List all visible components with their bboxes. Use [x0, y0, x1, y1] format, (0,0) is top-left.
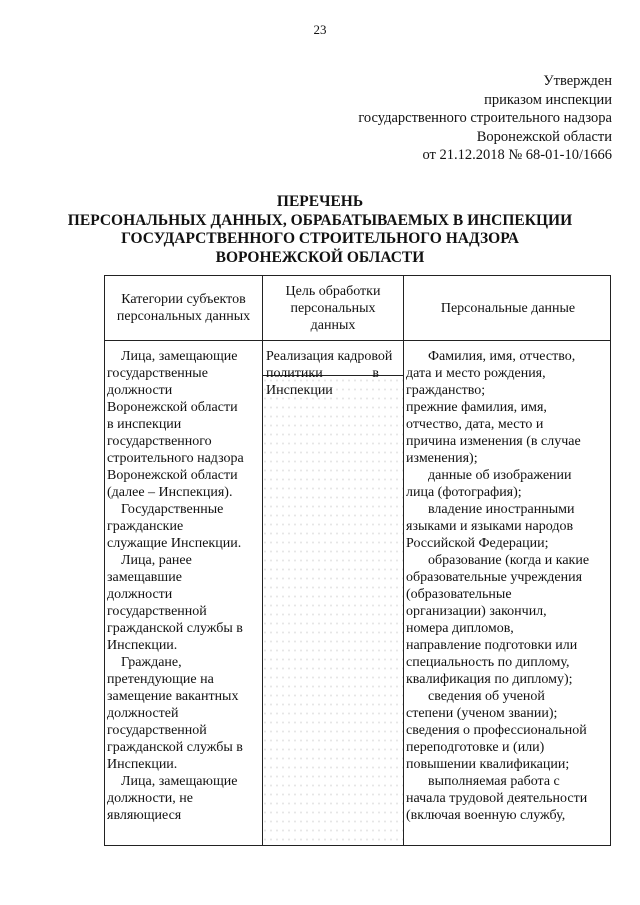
subject-category-line: строительного надзора [107, 451, 244, 466]
subject-category-line: претендующие на [107, 672, 214, 687]
approval-line: приказом инспекции [484, 91, 612, 108]
personal-data-line: гражданство; [406, 383, 486, 398]
personal-data-cell [406, 348, 611, 824]
personal-data-line: данные об изображении [428, 468, 572, 483]
personal-data-table [104, 275, 611, 846]
subject-category-line: Лица, ранее [121, 553, 192, 568]
personal-data-line: изменения); [406, 451, 478, 466]
personal-data-line: сведения об ученой [428, 689, 545, 704]
personal-data-line: степени (ученом звании); [406, 706, 558, 721]
personal-data-line: образовательные учреждения [406, 570, 583, 585]
subject-category-line: Инспекции. [107, 638, 178, 653]
approval-line: Утвержден [543, 73, 612, 89]
subject-category-line: являющиеся [107, 808, 182, 823]
subject-category-line: государственной [107, 604, 207, 619]
subject-category-line: Лица, замещающие [121, 774, 238, 789]
subject-category-line: государственного [107, 434, 212, 449]
scan-noise-column [262, 376, 403, 845]
column-divider [403, 276, 404, 845]
header-text: персональных [290, 300, 376, 316]
approval-block [358, 72, 612, 165]
personal-data-line: лица (фотография); [406, 485, 522, 500]
purpose-word: в [372, 366, 379, 381]
header-personal-data [404, 276, 612, 340]
subject-categories-cell [107, 348, 261, 824]
personal-data-line: владение иностранными [428, 502, 575, 517]
subject-category-line: гражданской службы в [107, 621, 243, 636]
personal-data-line: направление подготовки или [406, 638, 578, 653]
personal-data-line: номера дипломов, [406, 621, 514, 636]
purpose-word: политики [266, 366, 323, 381]
subject-category-line: должности [107, 587, 173, 602]
personal-data-line: выполняемая работа с [428, 774, 560, 789]
subject-category-line: Государственные [121, 502, 224, 517]
personal-data-line: прежние фамилия, имя, [406, 400, 547, 415]
personal-data-line: Фамилия, имя, отчество, [428, 349, 576, 364]
personal-data-line: повышении квалификации; [406, 757, 570, 772]
personal-data-line: (включая военную службу, [406, 808, 566, 823]
approval-line: Воронежской области [476, 128, 612, 145]
processing-purpose-cell [266, 348, 401, 399]
personal-data-line: языками и языками народов [406, 519, 574, 534]
subject-category-line: должности [107, 383, 173, 398]
subject-category-line: Инспекции. [107, 757, 178, 772]
header-text: Персональные данные [440, 300, 576, 316]
header-text: Цель обработки [285, 283, 381, 299]
personal-data-line: специальность по диплому, [406, 655, 570, 670]
personal-data-line: переподготовке и (или) [406, 740, 545, 755]
page-number: 23 [313, 22, 327, 37]
header-subject-categories [105, 276, 262, 340]
subject-category-line: Воронежской области [107, 400, 238, 415]
personal-data-line: отчество, дата, место и [406, 417, 544, 432]
personal-data-line: Российской Федерации; [406, 536, 549, 551]
subject-category-line: Граждане, [121, 655, 182, 670]
purpose-line: Реализация кадровой [266, 349, 393, 364]
subject-category-line: в инспекции [107, 417, 182, 432]
title-line: ПЕРСОНАЛЬНЫХ ДАННЫХ, ОБРАБАТЫВАЕМЫХ В ИНСПЕКЦИИ [67, 211, 573, 229]
title-line: ГОСУДАРСТВЕННОГО СТРОИТЕЛЬНОГО НАДЗОРА [121, 230, 519, 247]
subject-category-line: Лица, замещающие [121, 349, 238, 364]
purpose-line: Инспекции [266, 383, 333, 398]
subject-category-line: замещавшие [107, 570, 182, 585]
subject-category-line: гражданские [107, 519, 184, 534]
approval-line: от 21.12.2018 № 68-01-10/1666 [422, 147, 612, 163]
personal-data-line: квалификация по диплому); [406, 672, 573, 687]
personal-data-line: организации) закончил, [406, 604, 547, 619]
title-line: ПЕРЕЧЕНЬ [276, 193, 364, 210]
subject-category-line: гражданской службы в [107, 740, 243, 755]
subject-category-line: Воронежской области [107, 468, 238, 483]
subject-category-line: должностей [107, 706, 179, 721]
approval-line: государственного строительного надзора [358, 110, 612, 126]
header-text: данных [310, 317, 356, 333]
subject-category-line: замещение вакантных [107, 689, 239, 704]
document-title [0, 193, 640, 267]
personal-data-line: (образовательные [406, 587, 512, 602]
header-divider [105, 340, 610, 341]
title-line: ВОРОНЕЖСКОЙ ОБЛАСТИ [215, 248, 425, 266]
personal-data-line: образование (когда и какие [428, 553, 590, 568]
header-text: Категории субъектов [121, 292, 246, 307]
header-processing-purpose [263, 276, 403, 340]
subject-category-line: государственной [107, 723, 207, 738]
subject-category-line: служащие Инспекции. [107, 536, 242, 551]
purpose-line [266, 365, 401, 382]
subject-category-line: государственные [107, 366, 208, 381]
subject-category-line: (далее – Инспекция). [107, 485, 233, 500]
personal-data-line: дата и место рождения, [406, 366, 546, 381]
personal-data-line: причина изменения (в случае [406, 434, 581, 449]
header-text: персональных данных [116, 309, 251, 324]
personal-data-line: начала трудовой деятельности [406, 791, 588, 806]
personal-data-line: сведения о профессиональной [406, 723, 587, 738]
subject-category-line: должности, не [107, 791, 193, 806]
